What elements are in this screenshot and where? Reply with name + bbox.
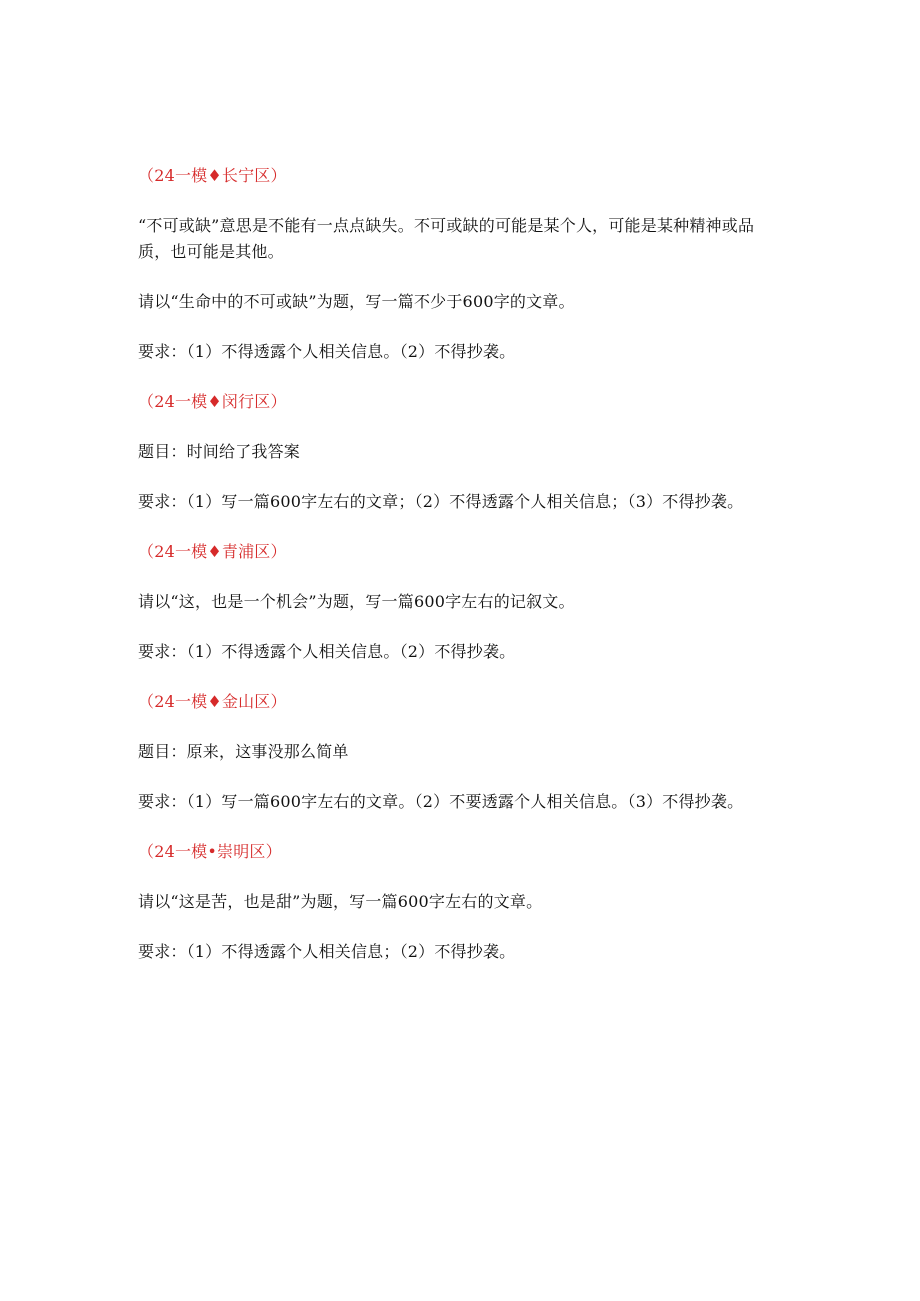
prompt-requirements: 要求：（1）写一篇600字左右的文章。（2）不要透露个人相关信息。（3）不得抄袭。	[138, 792, 744, 811]
prompt-instruction: 请以“这是苦，也是甜”为题，写一篇600字左右的文章。	[138, 892, 543, 911]
section-heading: （24一模♦金山区）	[138, 692, 287, 711]
section-minhang	[138, 389, 780, 515]
prompt-requirements: 要求：（1）不得透露个人相关信息。（2）不得抄袭。	[138, 642, 516, 661]
section-heading: （24一模♦长宁区）	[138, 166, 287, 185]
section-chongming	[138, 839, 780, 965]
section-heading: （24一模•崇明区）	[138, 842, 282, 861]
section-jinshan	[138, 689, 780, 815]
section-qingpu	[138, 539, 780, 665]
prompt-requirements: 要求：（1）写一篇600字左右的文章；（2）不得透露个人相关信息；（3）不得抄袭。	[138, 492, 744, 511]
section-heading: （24一模♦闵行区）	[138, 392, 287, 411]
prompt-title: 题目：时间给了我答案	[138, 442, 301, 461]
prompt-description: “不可或缺”意思是不能有一点点缺失。不可或缺的可能是某个人，可能是某种精神或品质，也可能是其他。	[138, 216, 755, 261]
section-heading: （24一模♦青浦区）	[138, 542, 287, 561]
section-changning	[138, 163, 780, 365]
prompt-instruction: 请以“这，也是一个机会”为题，写一篇600字左右的记叙文。	[138, 592, 575, 611]
prompt-requirements: 要求：（1）不得透露个人相关信息。（2）不得抄袭。	[138, 342, 516, 361]
prompt-requirements: 要求：（1）不得透露个人相关信息；（2）不得抄袭。	[138, 942, 516, 961]
prompt-instruction: 请以“生命中的不可或缺”为题，写一篇不少于600字的文章。	[138, 292, 575, 311]
prompt-title: 题目：原来，这事没那么简单	[138, 742, 349, 761]
document-page	[138, 163, 780, 989]
